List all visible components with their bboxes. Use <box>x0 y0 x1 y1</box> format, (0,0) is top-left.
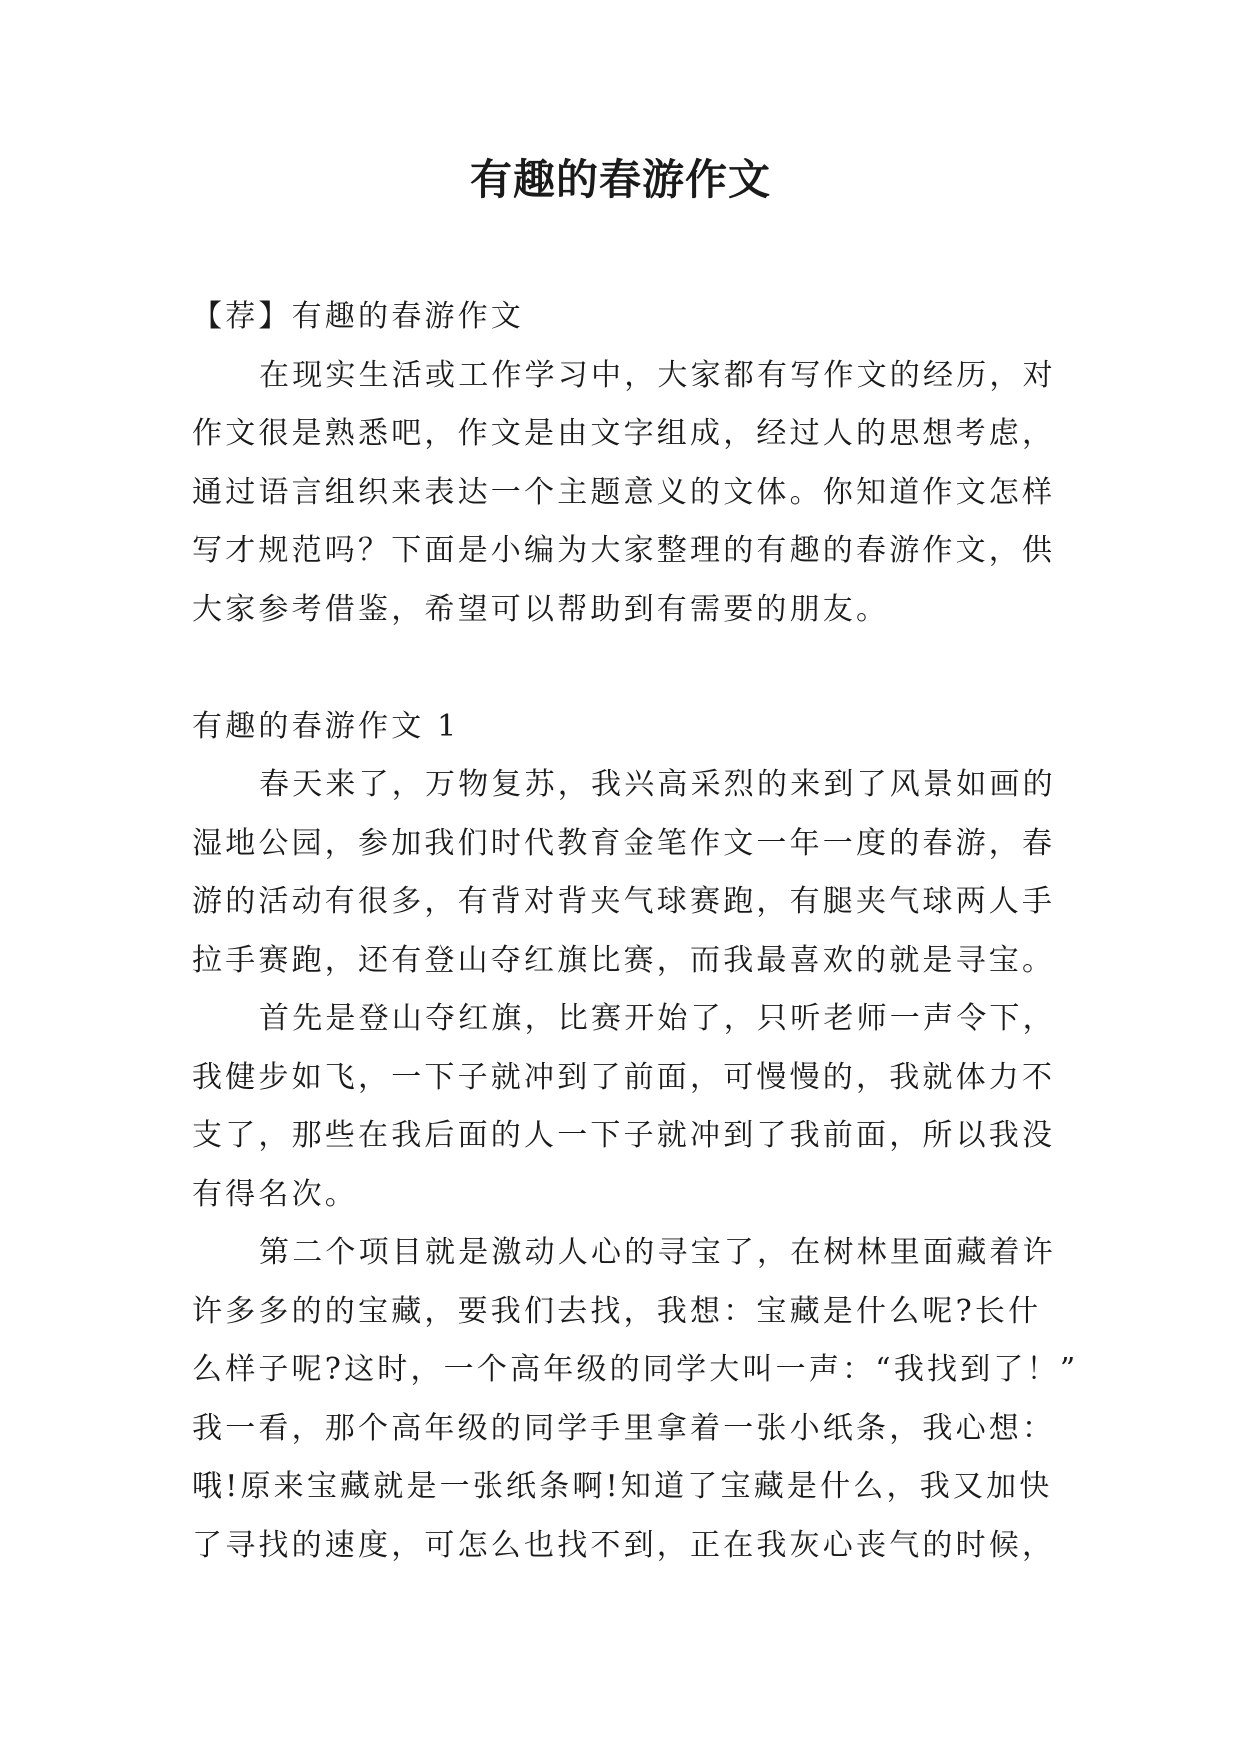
text-line: 写才规范吗？下面是小编为大家整理的有趣的春游作文，供 <box>192 533 1056 568</box>
text-line: 作文很是熟悉吧，作文是由文字组成，经过人的思想考虑， <box>192 416 1056 451</box>
text-line: 通过语言组织来表达一个主题意义的文体。你知道作文怎样 <box>192 474 1056 510</box>
text-line: 我健步如飞，一下子就冲到了前面，可慢慢的，我就体力不 <box>192 1059 1056 1095</box>
text-line: 支了，那些在我后面的人一下子就冲到了我前面，所以我没 <box>192 1118 1056 1153</box>
text-line: 第二个项目就是激动人心的寻宝了，在树林里面藏着许 <box>259 1235 1056 1270</box>
paragraph-gap <box>192 639 1062 698</box>
text-line: 哦!原来宝藏就是一张纸条啊!知道了宝藏是什么，我又加快 <box>192 1469 1053 1504</box>
text-line: 我一看，那个高年级的同学手里拿着一张小纸条，我心想： <box>192 1410 1056 1446</box>
document-title: 有趣的春游作文 <box>469 155 771 204</box>
text-line: 湿地公园，参加我们时代教育金笔作文一年一度的春游，春 <box>192 825 1056 861</box>
text-line: 拉手赛跑，还有登山夺红旗比赛，而我最喜欢的就是寻宝。 <box>192 942 1056 978</box>
text-line: 【荐】有趣的春游作文 <box>192 299 524 334</box>
text-line: 有得名次。 <box>192 1176 358 1212</box>
text-line: 在现实生活或工作学习中，大家都有写作文的经历，对 <box>259 357 1056 393</box>
text-line: 游的活动有很多，有背对背夹气球赛跑，有腿夹气球两人手 <box>192 884 1056 919</box>
text-line: 首先是登山夺红旗，比赛开始了，只听老师一声令下， <box>259 1001 1056 1036</box>
text-line: 许多多的的宝藏，要我们去找，我想：宝藏是什么呢?长什 <box>192 1293 1042 1329</box>
text-line: 有趣的春游作文 1 <box>192 708 460 744</box>
text-line: 春天来了，万物复苏，我兴高采烈的来到了风景如画的 <box>259 767 1056 802</box>
text-line: 了寻找的速度，可怎么也找不到，正在我灰心丧气的时候， <box>192 1527 1056 1563</box>
document-body <box>192 288 1079 1575</box>
text-line: 么样子呢?这时，一个高年级的同学大叫一声：“我找到了！” <box>192 1352 1079 1387</box>
text-line: 大家参考借鉴，希望可以帮助到有需要的朋友。 <box>192 591 890 627</box>
